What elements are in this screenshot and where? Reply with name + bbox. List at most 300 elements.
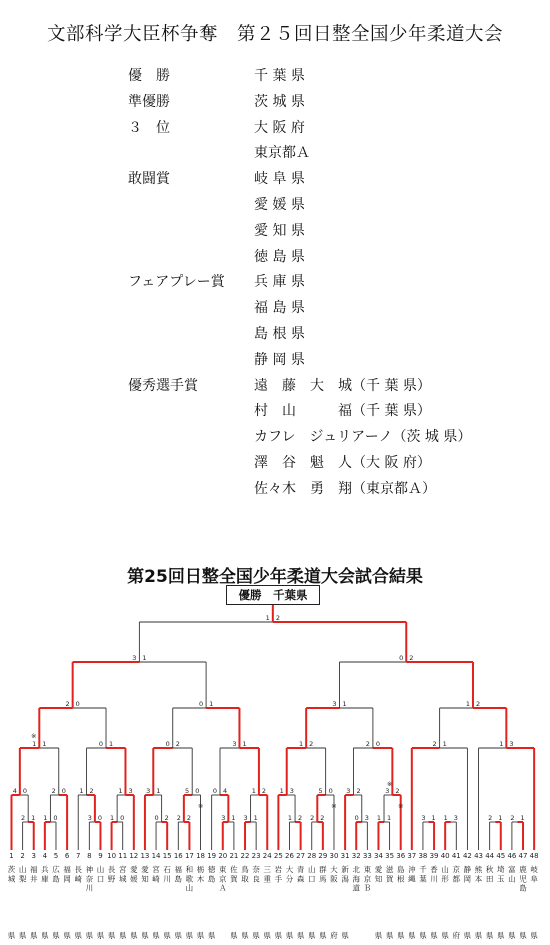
team-name-char: 香 [430,865,438,874]
team-number: 4 [42,852,48,860]
team-name-char: 大 [330,865,338,874]
team-name-char: 潟 [341,874,349,884]
team-suffix: 県 [130,931,138,940]
team-name-char: 青 [296,865,305,874]
team-name-char: 手 [274,874,283,884]
team-number: 41 [451,852,461,860]
team-suffix: 県 [63,931,71,940]
team-name-char: 賀 [230,874,238,884]
round-match-score: 1 [156,787,161,795]
team-suffix: 県 [230,931,238,940]
final-score: 1 [265,614,270,622]
round-match-score: 2 [261,787,267,795]
team-name-char: 知 [374,874,383,884]
quarterfinal-score: 1 [342,700,347,708]
round-match-score: 1 [109,814,115,822]
round-match-score: 2 [176,814,181,822]
team-suffix: 府 [452,931,461,940]
award-label: 敢闘賞 [128,171,170,188]
team-name-char: 栃 [196,865,205,874]
round-match-score: 1 [231,814,236,822]
note-mark: ※ [386,780,393,788]
team-suffix: 県 [385,931,394,940]
team-number: 23 [251,852,261,860]
round-match-score: 0 [97,814,103,822]
team-suffix: 県 [463,931,472,940]
team-name-char: 三 [263,865,272,874]
team-suffix: 県 [374,931,383,940]
team-suffix: 県 [274,931,283,940]
team-number: 26 [285,852,294,860]
team-name-char: 知 [141,874,149,884]
team-name-char: 阪 [330,874,338,884]
team-name-char: 玉 [497,874,505,884]
team-name-char: 梨 [18,874,27,884]
team-name-char: 鹿 [519,865,527,874]
award-value: カフレ ジュリアーノ（茨 城 県） [254,429,472,446]
team-name-char: 口 [96,874,105,884]
team-number: 45 [496,852,506,860]
team-name-char: 滋 [385,865,394,874]
award-value: 静 岡 県 [254,351,305,368]
team-number: 7 [75,852,81,860]
team-number: 24 [262,852,272,860]
round-match-score: 3 [243,814,248,822]
round-match-score: 1 [42,740,47,748]
semifinal-score: 1 [142,654,147,662]
round-match-score: 1 [31,814,36,822]
round-match-score: 1 [299,740,304,748]
team-name-char: 京 [363,874,372,884]
quarterfinal-score: 1 [209,700,214,708]
round-match-score: 1 [118,787,123,795]
round-match-score: 0 [22,787,27,795]
team-name-char: 児 [519,874,527,884]
round-match-score: 1 [498,814,503,822]
round-match-score: 3 [346,787,351,795]
team-number: 16 [173,852,183,860]
semifinal-score: 0 [399,654,404,662]
team-number: 12 [129,852,139,860]
team-name-char: 崎 [152,874,160,884]
team-number: 32 [351,852,361,860]
team-suffix: 県 [319,931,327,940]
quarterfinal-score: 2 [475,700,481,708]
round-match-score: 0 [212,787,217,795]
award-value: 福 島 県 [254,300,305,317]
team-name-char: 山 [508,874,516,884]
award-value: 岐 阜 県 [254,171,305,188]
round-match-score: 1 [279,787,284,795]
team-number: 27 [296,852,306,860]
team-suffix: 県 [85,931,94,940]
team-name-char: 佐 [230,865,238,874]
team-name-char: 歌 [185,874,194,884]
quarterfinal-score: 3 [332,700,337,708]
award-value: 東京都Ａ [254,145,310,162]
round-match-score: 3 [128,787,133,795]
team-number: 2 [20,852,25,860]
round-match-score: 4 [223,787,228,795]
team-suffix: 県 [29,931,38,940]
team-name-char: 山 [307,865,316,874]
team-number: 15 [162,852,172,860]
team-name-char: 岡 [463,874,472,884]
round-match-score: 3 [509,740,514,748]
award-value: 茨 城 県 [254,93,305,110]
team-number: 20 [218,852,228,860]
team-name-char: 城 [7,874,16,884]
team-suffix: 県 [441,931,449,940]
round-match-score: 0 [195,787,200,795]
team-name-char: 新 [341,865,349,874]
round-match-score: 1 [431,814,436,822]
team-name-char: 奈 [252,865,260,874]
round-match-score: 0 [354,814,359,822]
team-name-char: 徳 [207,865,216,874]
team-name-char: 葉 [419,874,427,884]
team-name-char: 口 [307,874,316,884]
team-suffix: 県 [430,931,438,940]
team-suffix: 県 [285,931,294,940]
team-name-char: 海 [352,874,360,884]
team-number: 14 [151,852,161,860]
round-match-score: 1 [499,740,504,748]
team-name-char: 井 [29,874,38,884]
round-match-score: 1 [251,787,256,795]
round-match-score: 1 [287,814,293,822]
team-name-char: 都 [452,874,461,884]
team-name-char: 愛 [141,865,149,874]
team-number: 47 [518,852,528,860]
team-name-char: 茨 [7,865,16,874]
team-number: 33 [362,852,372,860]
round-match-score: 2 [432,740,437,748]
note-mark: ※ [197,802,204,810]
team-name-char: 秋 [485,865,494,874]
team-name-char: 京 [219,874,227,884]
round-match-score: 0 [375,740,381,748]
round-match-score: 3 [232,740,237,748]
team-number: 39 [429,852,439,860]
team-name-char: 縄 [408,874,416,884]
team-name-char: 宮 [152,865,160,874]
team-number: 31 [340,852,350,860]
team-name-char: 福 [29,865,38,874]
team-name-char: 馬 [319,874,327,884]
team-suffix: 県 [508,931,516,940]
round-match-score: 2 [21,814,26,822]
award-value: 兵 庫 県 [254,274,305,291]
bracket-title: 第25回日整全国少年柔道大会試合結果 [127,567,423,587]
team-number: 5 [53,852,59,860]
team-suffix: 県 [18,931,27,940]
team-suffix: 県 [196,931,205,940]
award-label: 優秀選手賞 [128,377,198,394]
team-suffix: 県 [74,931,82,940]
team-name-char: Ｂ [363,883,372,893]
round-match-score: 3 [364,814,369,822]
round-match-score: 2 [309,740,314,748]
team-suffix: 県 [41,931,49,940]
round-match-score: 2 [310,814,315,822]
team-number: 19 [207,852,217,860]
team-number: 37 [407,852,417,860]
final-score: 2 [275,614,280,622]
round-match-score: 3 [289,787,294,795]
round-match-score: 2 [164,814,169,822]
team-name-char: 愛 [130,865,138,874]
team-number: 29 [318,852,328,860]
document-title: 文部科学大臣杯争奪 第２５回日整全国少年柔道大会 [46,24,503,45]
semifinal-score: 2 [409,654,414,662]
note-mark: ※ [331,802,337,810]
award-value: 愛 知 県 [254,222,305,239]
team-suffix: 県 [207,931,216,940]
team-name-char: 良 [252,874,260,884]
team-name-char: 島 [519,883,527,893]
round-match-score: 2 [51,787,56,795]
round-match-score: 1 [443,814,448,822]
team-name-char: 山 [185,883,194,893]
champion-team: 千葉県 [273,588,308,602]
team-name-char: 根 [396,874,405,884]
team-number: 48 [529,852,539,860]
team-number: 18 [196,852,206,860]
team-number: 22 [240,852,250,860]
note-mark: ※ [397,802,404,810]
team-name-char: 岐 [530,865,538,874]
team-number: 40 [440,852,450,860]
round-match-score: 2 [298,814,303,822]
round-match-score: 2 [356,787,361,795]
award-value: 愛 媛 県 [254,197,305,213]
round-match-score: 2 [395,787,400,795]
team-name-char: 長 [107,865,116,874]
team-name-char: 宮 [118,865,127,874]
team-name-char: 神 [85,865,94,874]
team-number: 6 [64,852,70,860]
award-value: 徳 島 県 [254,248,305,265]
round-match-score: 1 [79,787,84,795]
team-name-char: 和 [185,865,194,874]
team-suffix: 県 [52,931,60,940]
award-value: 島 根 県 [254,326,305,342]
team-suffix: 県 [252,931,260,940]
round-match-score: 4 [12,787,17,795]
round-match-score: 2 [89,787,94,795]
team-name-char: 取 [241,874,249,884]
quarterfinal-score: 0 [198,700,204,708]
team-name-char: 富 [508,865,516,874]
team-name-char: 岩 [274,865,283,874]
team-suffix: 県 [7,931,16,940]
award-label: フェアプレー賞 [128,274,225,291]
round-match-score: 3 [146,787,151,795]
team-name-char: 島 [207,874,216,884]
team-name-char: 広 [52,865,60,874]
team-name-char: 長 [74,865,82,874]
team-name-char: 愛 [374,865,383,874]
team-number: 10 [107,852,117,860]
team-name-char: 石 [163,865,171,874]
round-match-score: 0 [328,787,333,795]
team-name-char: 阜 [530,874,538,884]
team-name-char: 北 [352,865,360,874]
team-name-char: 奈 [85,874,94,884]
round-match-score: 3 [87,814,92,822]
award-value: 千 葉 県 [254,68,305,84]
team-name-char: 福 [63,865,71,874]
team-name-char: Ａ [219,883,227,893]
team-name-char: 島 [52,874,60,884]
round-match-score: 3 [221,814,226,822]
team-suffix: 県 [497,931,505,940]
team-number: 30 [329,852,339,860]
team-name-char: 東 [363,865,372,874]
team-name-char: 川 [163,874,171,884]
team-number: 9 [98,852,103,860]
team-name-char: 崎 [74,874,82,884]
team-name-char: 群 [319,865,327,874]
team-name-char: 山 [96,865,105,874]
team-name-char: 分 [285,874,294,884]
team-name-char: 城 [118,874,127,884]
round-match-score: 2 [365,740,370,748]
team-suffix: 県 [96,931,105,940]
round-match-score: 5 [185,787,190,795]
round-match-score: 3 [385,787,390,795]
team-name-char: 鳥 [241,865,249,874]
round-match-score: 0 [165,740,170,748]
team-suffix: 県 [396,931,405,940]
team-suffix: 県 [296,931,305,940]
team-name-char: 野 [107,874,116,884]
award-value: 村 山 福（千 葉 県） [254,403,431,420]
team-name-char: 沖 [408,865,416,874]
team-name-char: 本 [474,874,483,884]
round-match-score: 1 [109,740,114,748]
team-suffix: 県 [107,931,116,940]
team-number: 17 [184,852,194,860]
round-match-score: 2 [186,814,192,822]
team-name-char: 静 [463,865,472,874]
team-number: 1 [9,852,14,860]
team-number: 44 [485,852,495,860]
team-number: 35 [385,852,395,860]
team-name-char: 千 [419,865,427,874]
team-suffix: 県 [174,931,183,940]
team-suffix: 県 [419,931,427,940]
team-number: 36 [396,852,406,860]
team-number: 13 [140,852,150,860]
round-match-score: 1 [520,814,525,822]
round-match-score: 2 [175,740,180,748]
team-name-char: 山 [441,865,449,874]
team-suffix: 県 [530,931,538,940]
team-number: 11 [118,852,128,860]
round-match-score: 1 [32,740,37,748]
team-name-char: 島 [396,865,405,874]
team-number: 28 [307,852,317,860]
round-match-score: 5 [318,787,323,795]
team-name-char: 形 [441,874,449,884]
team-number: 42 [462,852,472,860]
award-value: 佐々木 勇 翔（東京都Ａ） [254,480,436,497]
round-match-score: 2 [320,814,325,822]
team-name-char: 重 [263,874,272,884]
team-suffix: 県 [241,931,249,940]
round-match-score: 0 [154,814,159,822]
award-value: 澤 谷 魁 人（大 阪 府） [254,455,431,471]
team-number: 8 [87,852,92,860]
team-suffix: 県 [307,931,316,940]
team-name-char: 川 [430,874,438,884]
champion-label: 優勝 [238,588,262,602]
award-value: 大 阪 府 [254,119,305,136]
award-label: ３ 位 [128,119,170,136]
round-match-score: 1 [242,740,247,748]
round-match-score: 1 [387,814,392,822]
team-name-char: 道 [352,883,360,893]
round-match-score: 3 [421,814,426,822]
team-suffix: 県 [152,931,160,940]
round-match-score: 1 [43,814,48,822]
team-number: 34 [373,852,383,860]
team-number: 38 [418,852,428,860]
team-suffix: 県 [263,931,272,940]
team-number: 21 [229,852,239,860]
team-name-char: 東 [219,865,227,874]
team-suffix: 県 [141,931,149,940]
team-name-char: 京 [452,865,461,874]
team-name-char: 木 [196,874,205,884]
award-value: 遠 藤 大 城（千 葉 県） [254,377,431,394]
round-match-score: 1 [376,814,382,822]
team-suffix: 県 [519,931,527,940]
team-name-char: 田 [485,874,494,884]
team-name-char: 森 [296,874,305,884]
round-match-score: 1 [253,814,258,822]
team-suffix: 県 [118,931,127,940]
quarterfinal-score: 2 [65,700,70,708]
award-label: 優 勝 [128,68,170,84]
team-number: 3 [31,852,36,860]
team-name-char: 島 [174,874,183,884]
team-suffix: 県 [185,931,194,940]
team-number: 46 [507,852,517,860]
team-suffix: 県 [408,931,416,940]
round-match-score: 1 [442,740,447,748]
round-match-score: 2 [510,814,515,822]
round-match-score: 0 [61,787,66,795]
team-name-char: 大 [285,865,294,874]
team-name-char: 山 [18,865,27,874]
team-number: 25 [273,852,283,860]
team-suffix: 府 [330,931,338,940]
semifinal-score: 3 [132,654,137,662]
team-suffix: 県 [485,931,494,940]
round-match-score: 0 [53,814,58,822]
quarterfinal-score: 0 [75,700,80,708]
award-label: 準優勝 [128,93,170,110]
quarterfinal-score: 1 [465,700,470,708]
round-match-score: 0 [120,814,125,822]
round-match-score: 3 [453,814,458,822]
round-match-score: 2 [488,814,493,822]
team-suffix: 県 [341,931,349,940]
team-name-char: 兵 [41,865,49,874]
